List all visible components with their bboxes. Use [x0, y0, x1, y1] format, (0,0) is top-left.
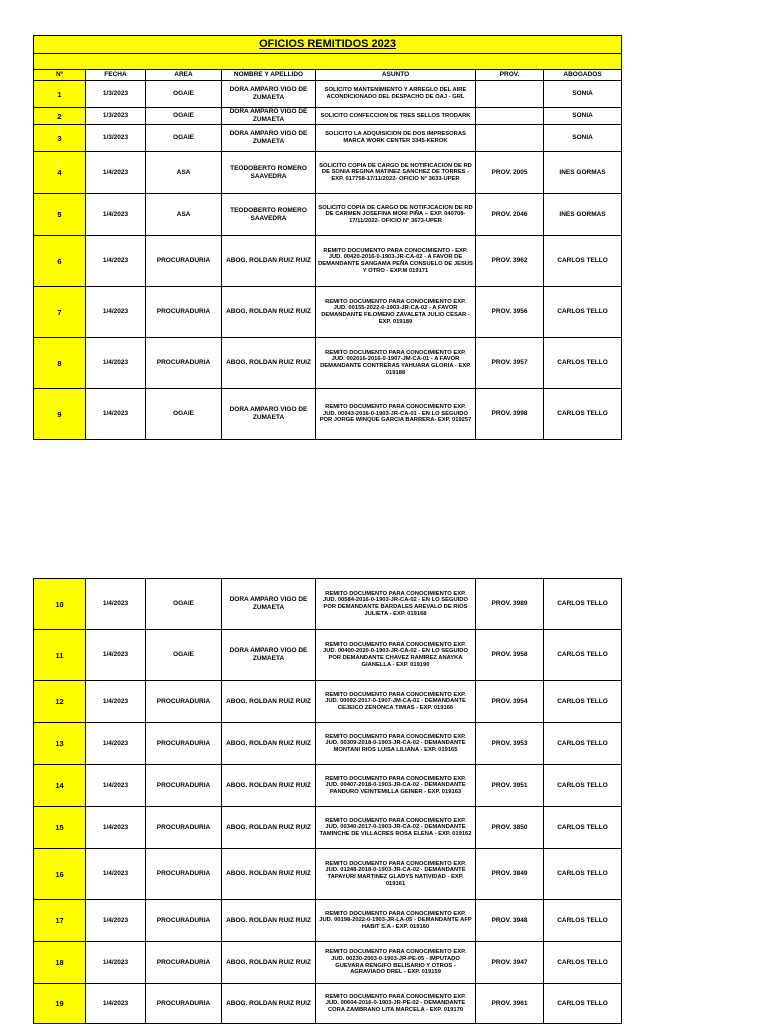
area-cell: PROCURADURIA [146, 849, 222, 900]
asunto-cell: REMITO DOCUMENTO PARA CONOCIMIENTO EXP. JUD. 00198-2022-0-1903-JR-LA-05 - DEMANDANTE AFP HABIT S.A - EXP. 019160 [316, 900, 476, 942]
nombre-cell: ABOG. ROLDAN RUIZ RUIZ [222, 236, 316, 287]
area-cell: OGAIE [146, 630, 222, 681]
fecha-cell: 1/4/2023 [86, 942, 146, 984]
header-row [34, 70, 622, 81]
row-number-cell: 4 [34, 152, 86, 194]
row-number-cell: 11 [34, 630, 86, 681]
fecha-cell: 1/4/2023 [86, 849, 146, 900]
fecha-cell: 1/4/2023 [86, 389, 146, 440]
nombre-cell: DORA AMPARO VIGO DE ZUMAETA [222, 389, 316, 440]
abogado-cell: CARLOS TELLO [544, 579, 622, 630]
fecha-cell: 1/4/2023 [86, 630, 146, 681]
nombre-cell: ABOG. ROLDAN RUIZ RUIZ [222, 723, 316, 765]
row-number-cell: 12 [34, 681, 86, 723]
area-cell: PROCURADURIA [146, 338, 222, 389]
prov-cell: PROV. 3948 [476, 900, 544, 942]
asunto-cell: REMITO DOCUMENTO PARA CONOCIMIENTO EXP. JUD. 00340-2017-0-1903-JR-CA-02 - DEMANDANTE TAMINCHE DE VILLACRES ROSA ELENA - EXP. 019162 [316, 807, 476, 849]
fecha-cell: 1/3/2023 [86, 81, 146, 108]
table-row [34, 81, 622, 108]
nombre-cell: DORA AMPARO VIGO DE ZUMAETA [222, 108, 316, 125]
nombre-cell: DORA AMPARO VIGO DE ZUMAETA [222, 125, 316, 152]
prov-cell: PROV. 3998 [476, 389, 544, 440]
asunto-cell: SOLICITO CONFECCION DE TRES SELLOS TRODARK [316, 108, 476, 125]
sheet-page-2 [33, 578, 621, 1024]
area-cell: OGAIE [146, 108, 222, 125]
row-number-cell: 14 [34, 765, 86, 807]
prov-cell: PROV. 3947 [476, 942, 544, 984]
table-row [34, 765, 622, 807]
row-number-cell: 8 [34, 338, 86, 389]
fecha-cell: 1/4/2023 [86, 194, 146, 236]
fecha-cell: 1/4/2023 [86, 984, 146, 1024]
asunto-cell: REMITO DOCUMENTO PARA CONOCIMIENTO EXP. JUD. 01248-2018-0-1903-JR-CA-02 - DEMANDANTE TAPAYURI MARTINEZ GLADYS NATIVIDAD - EXP. 019161 [316, 849, 476, 900]
nombre-cell: DORA AMPARO VIGO DE ZUMAETA [222, 630, 316, 681]
nombre-cell: ABOG. ROLDAN RUIZ RUIZ [222, 984, 316, 1024]
header-prov: PROV. [476, 70, 544, 81]
nombre-cell: ABOG. ROLDAN RUIZ RUIZ [222, 807, 316, 849]
blank-row [34, 54, 622, 70]
table-1-body [34, 81, 622, 440]
table-row [34, 579, 622, 630]
document-title: OFICIOS REMITIDOS 2023 [34, 36, 622, 54]
prov-cell: PROV. 3849 [476, 849, 544, 900]
fecha-cell: 1/4/2023 [86, 287, 146, 338]
fecha-cell: 1/4/2023 [86, 579, 146, 630]
abogado-cell: CARLOS TELLO [544, 984, 622, 1024]
area-cell: PROCURADURIA [146, 681, 222, 723]
area-cell: PROCURADURIA [146, 236, 222, 287]
prov-cell: PROV. 3850 [476, 807, 544, 849]
nombre-cell: ABOG. ROLDAN RUIZ RUIZ [222, 338, 316, 389]
table-row [34, 807, 622, 849]
fecha-cell: 1/4/2023 [86, 900, 146, 942]
table-row [34, 108, 622, 125]
abogado-cell: CARLOS TELLO [544, 942, 622, 984]
title-row [34, 36, 622, 54]
asunto-cell: REMITO DOCUMENTO PARA CONOCIMIENTO EXP. JUD. 00092-2017-0-1907-JM-CA-01 - DEMANDANTE CEJEICO ZENONCA TIMIAS - EXP. 019166 [316, 681, 476, 723]
asunto-cell: REMITO DOCUMENTO PARA CONOCIMIENTO - EXP. JUD. 00420-2016-0-1903-JR-CA-02 - A FAVOR DE DEMANDANTE SANGAMA PEÑA CONSUELO DE JESUS Y OTRO - EXP.M 019171 [316, 236, 476, 287]
nombre-cell: ABOG. ROLDAN RUIZ RUIZ [222, 681, 316, 723]
area-cell: PROCURADURIA [146, 984, 222, 1024]
fecha-cell: 1/4/2023 [86, 152, 146, 194]
row-number-cell: 16 [34, 849, 86, 900]
area-cell: ASA [146, 194, 222, 236]
asunto-cell: REMITO DOCUMENTO PARA CONOCIMIENTO EXP. JUD. 00309-2018-0-1903-JR-CA-02 - DEMANDANTE MONTANI RIOS LUISA LILIANA - EXP. 019165 [316, 723, 476, 765]
fecha-cell: 1/3/2023 [86, 125, 146, 152]
asunto-cell: REMITO DOCUMENTO PARA CONOCIMIENTO EXP. JUD. 00230-2003-0-1903-JR-PE-05 - IMPUTADO GUEVARA RENGIFO BELISARIO Y OTROS - AGRAVIADO DREL - EXP. 019159 [316, 942, 476, 984]
abogado-cell: CARLOS TELLO [544, 338, 622, 389]
table-row [34, 723, 622, 765]
asunto-cell: REMITO DOCUMENTO PARA CONOCIMIENTO EXP. JUD. 002016-2016-0-1907-JM-CA-01 - A FAVOR DEMANDANTE CONTRERAS YAHUARA GLORIA - EXP. 019188 [316, 338, 476, 389]
asunto-cell: REMITO DOCUMENTO PARA CONOCIMIENTO EXP. JUD. 00407-2018-0-1903-JR-CA-02 - DEMANDANTE PANDURO VEINTEMILLA GEINER - EXP. 019163 [316, 765, 476, 807]
asunto-cell: SOLICITO COPIA DE CARGO DE NOTIFICACION DE RD DE SONIA REGINA MATINEZ SANCHEZ DE TORRES - EXP. 017758-17/11/2022- OFICIO N° 3633-UPER [316, 152, 476, 194]
nombre-cell: ABOG. ROLDAN RUIZ RUIZ [222, 765, 316, 807]
nombre-cell: TEODOBERTO ROMERO SAAVEDRA [222, 152, 316, 194]
row-number-cell: 6 [34, 236, 86, 287]
table-row [34, 125, 622, 152]
asunto-cell: SOLICITO COPIA DE CARGO DE NOTIFJCACION DE RD DE CARMEN JOSEFINA MORI PIÑA -- EXP. 040708-17/11/2022- OFICIO N° 3673-UPER [316, 194, 476, 236]
table-row [34, 942, 622, 984]
nombre-cell: ABOG. ROLDAN RUIZ RUIZ [222, 849, 316, 900]
oficios-table-1 [33, 35, 622, 440]
fecha-cell: 1/4/2023 [86, 236, 146, 287]
row-number-cell: 1 [34, 81, 86, 108]
nombre-cell: ABOG. ROLDAN RUIZ RUIZ [222, 942, 316, 984]
asunto-cell: REMITO DOCUMENTO PARA CONOCIMIENTO EXP. JUD. 00584-2016-0-1903-JR-CA-02 - EN LO SEGUIDO POR DEMANDANTE BARDALES AREVALO DE RIOS JULIETA - EXP. 019168 [316, 579, 476, 630]
fecha-cell: 1/4/2023 [86, 338, 146, 389]
table-row [34, 194, 622, 236]
fecha-cell: 1/4/2023 [86, 807, 146, 849]
nombre-cell: TEODOBERTO ROMERO SAAVEDRA [222, 194, 316, 236]
asunto-cell: REMITO DOCUMENTO PARA CONOCIMIENTO EXP. JUD. 00604-2016-0-1903-JR-PE-02 - DEMANDANTE CORA ZAMBRANO LITA MARCELA - EXP. 019170 [316, 984, 476, 1024]
abogado-cell: CARLOS TELLO [544, 389, 622, 440]
row-number-cell: 17 [34, 900, 86, 942]
abogado-cell: CARLOS TELLO [544, 630, 622, 681]
abogado-cell: SONIA [544, 125, 622, 152]
row-number-cell: 19 [34, 984, 86, 1024]
table-row [34, 236, 622, 287]
header-abogados: ABOGADOS [544, 70, 622, 81]
table-row [34, 287, 622, 338]
row-number-cell: 10 [34, 579, 86, 630]
header-asunto: ASUNTO [316, 70, 476, 81]
abogado-cell: CARLOS TELLO [544, 287, 622, 338]
prov-cell: PROV. 3961 [476, 984, 544, 1024]
table-row [34, 630, 622, 681]
asunto-cell: SOLICITO MANTENIMIENTO Y ARREGLO DEL AIRE ACONDICIONADO DEL DESPACHO DE OAJ - GRL [316, 81, 476, 108]
area-cell: PROCURADURIA [146, 287, 222, 338]
area-cell: OGAIE [146, 125, 222, 152]
fecha-cell: 1/3/2023 [86, 108, 146, 125]
sheet-page-1 [33, 35, 621, 440]
row-number-cell: 18 [34, 942, 86, 984]
asunto-cell: REMITO DOCUMENTO PARA CONOCIMIENTO EXP. JUD. 00400-2020-0-1903-JR-CA-02 - EN LO SEGUIDO POR DEMANDANTE CHAVEZ RAMIREZ ANAYKA GIANELLA - EXP. 019190 [316, 630, 476, 681]
prov-cell: PROV. 3989 [476, 579, 544, 630]
table-row [34, 681, 622, 723]
area-cell: OGAIE [146, 389, 222, 440]
area-cell: OGAIE [146, 579, 222, 630]
row-number-cell: 3 [34, 125, 86, 152]
abogado-cell: CARLOS TELLO [544, 236, 622, 287]
abogado-cell: CARLOS TELLO [544, 900, 622, 942]
prov-cell: PROV. 2005 [476, 152, 544, 194]
row-number-cell: 2 [34, 108, 86, 125]
abogado-cell: CARLOS TELLO [544, 681, 622, 723]
header-nombre: NOMBRE Y APELLIDO [222, 70, 316, 81]
area-cell: PROCURADURIA [146, 900, 222, 942]
row-number-cell: 7 [34, 287, 86, 338]
row-number-cell: 15 [34, 807, 86, 849]
prov-cell: PROV. 2046 [476, 194, 544, 236]
header-num: Nº [34, 70, 86, 81]
header-fecha: FECHA [86, 70, 146, 81]
asunto-cell: REMITO DOCUMENTO PARA CONOCIMIENTO EXP. JUD. 00155-2022-0-1903-JR-CA-02 - A FAVOR DEMANDANTE FILOMENO ZAVALETA JULIO CESAR - EXP. 019189 [316, 287, 476, 338]
nombre-cell: ABOG. ROLDAN RUIZ RUIZ [222, 287, 316, 338]
prov-cell [476, 125, 544, 152]
area-cell: PROCURADURIA [146, 723, 222, 765]
table-row [34, 389, 622, 440]
prov-cell [476, 81, 544, 108]
table-row [34, 984, 622, 1024]
nombre-cell: DORA AMPARO VIGO DE ZUMAETA [222, 81, 316, 108]
prov-cell: PROV. 3958 [476, 630, 544, 681]
area-cell: ASA [146, 152, 222, 194]
prov-cell: PROV. 3951 [476, 765, 544, 807]
table-row [34, 900, 622, 942]
area-cell: PROCURADURIA [146, 807, 222, 849]
abogado-cell: CARLOS TELLO [544, 849, 622, 900]
prov-cell: PROV. 3962 [476, 236, 544, 287]
nombre-cell: DORA AMPARO VIGO DE ZUMAETA [222, 579, 316, 630]
table-row [34, 152, 622, 194]
area-cell: PROCURADURIA [146, 942, 222, 984]
prov-cell: PROV. 3956 [476, 287, 544, 338]
prov-cell: PROV. 3954 [476, 681, 544, 723]
row-number-cell: 9 [34, 389, 86, 440]
oficios-table-2 [33, 578, 622, 1024]
fecha-cell: 1/4/2023 [86, 681, 146, 723]
asunto-cell: REMITO DOCUMENTO PARA CONOCIMIENTO EXP. JUD. 00043-2016-0-1903-JR-CA-01 - EN LO SEGUIDO POR JORGE WINQUE GARCIA BARRERA- EXP. 019257 [316, 389, 476, 440]
row-number-cell: 5 [34, 194, 86, 236]
area-cell: PROCURADURIA [146, 765, 222, 807]
table-row [34, 338, 622, 389]
nombre-cell: ABOG. ROLDAN RUIZ RUIZ [222, 900, 316, 942]
abogado-cell: CARLOS TELLO [544, 807, 622, 849]
prov-cell [476, 108, 544, 125]
abogado-cell: CARLOS TELLO [544, 723, 622, 765]
area-cell: OGAIE [146, 81, 222, 108]
prov-cell: PROV. 3957 [476, 338, 544, 389]
prov-cell: PROV. 3953 [476, 723, 544, 765]
fecha-cell: 1/4/2023 [86, 765, 146, 807]
table-2-body [34, 579, 622, 1024]
table-row [34, 849, 622, 900]
header-area: AREA [146, 70, 222, 81]
fecha-cell: 1/4/2023 [86, 723, 146, 765]
abogado-cell: SONIA [544, 81, 622, 108]
abogado-cell: CARLOS TELLO [544, 765, 622, 807]
row-number-cell: 13 [34, 723, 86, 765]
abogado-cell: INES GORMAS [544, 152, 622, 194]
abogado-cell: INES GORMAS [544, 194, 622, 236]
abogado-cell: SONIA [544, 108, 622, 125]
asunto-cell: SOLICITO LA ADQUISICION DE DOS IMPRESORAS MARCA WORK CENTER 3345-KEROK [316, 125, 476, 152]
